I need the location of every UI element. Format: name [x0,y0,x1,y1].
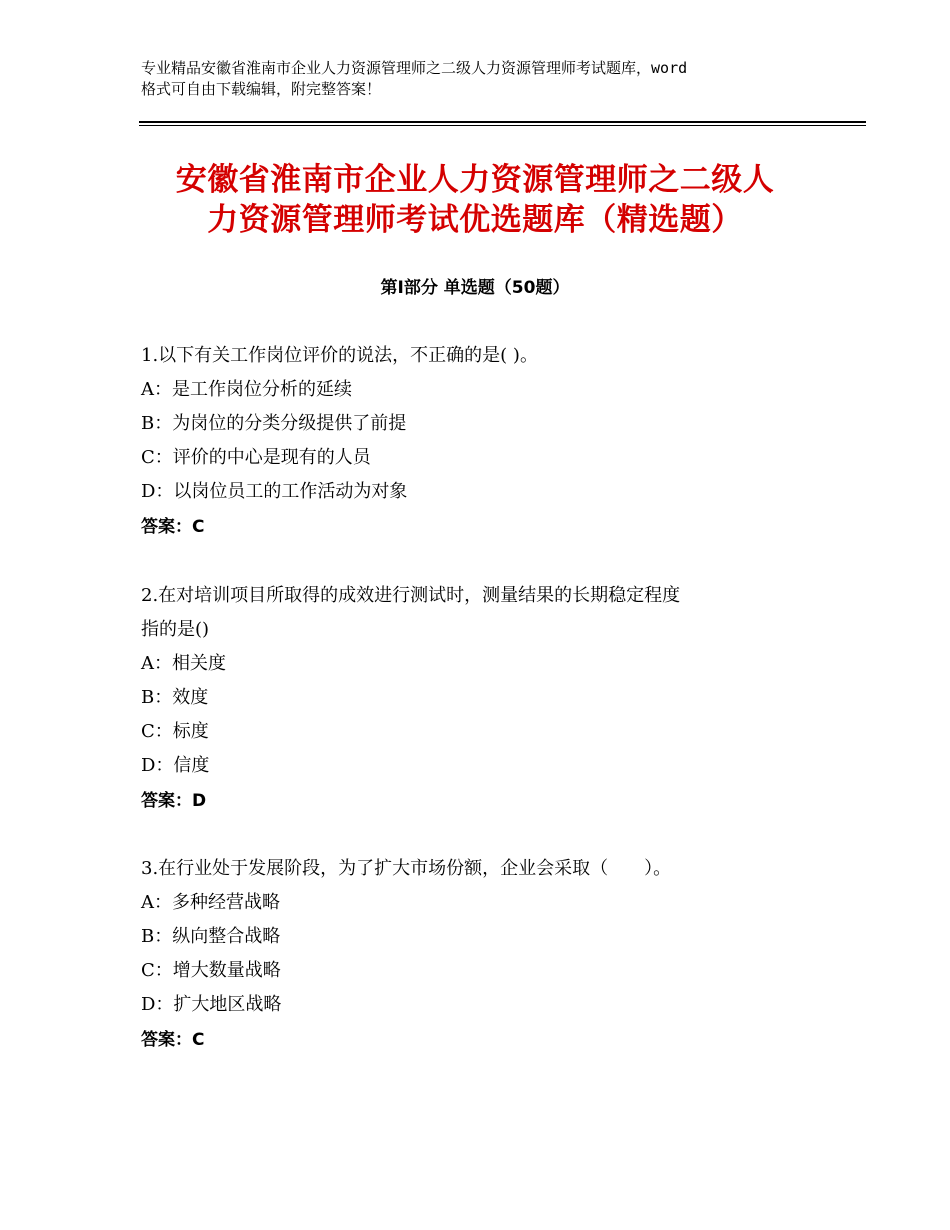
question-2-option-b: B：效度 [141,687,209,708]
header-divider-thin [139,125,866,126]
question-3-stem: 3.在行业处于发展阶段，为了扩大市场份额，企业会采取（ ）。 [141,858,672,879]
question-2-stem-continued: 指的是() [141,619,210,640]
question-3-option-b: B：纵向整合战略 [141,926,281,947]
header-note-line-2: 格式可自由下载编辑，附完整答案！ [141,80,382,98]
header-note [141,58,841,100]
question-2-option-d: D：信度 [141,755,210,776]
question-3-option-c: C：增大数量战略 [141,960,281,981]
question-1-stem: 1.以下有关工作岗位评价的说法，不正确的是( )。 [141,345,538,366]
question-3-answer: 答案：C [141,1030,205,1050]
document-title [100,160,850,240]
question-2-answer: 答案：D [141,791,207,811]
question-3-option-a: A：多种经营战略 [141,892,280,913]
question-1-option-c: C：评价的中心是现有的人员 [141,447,371,468]
question-1-option-a: A：是工作岗位分析的延续 [141,379,352,400]
question-2-option-a: A：相关度 [141,653,226,674]
question-1-answer: 答案：C [141,517,205,537]
header-divider-thick [139,121,866,123]
header-note-line-1: 专业精品安徽省淮南市企业人力资源管理师之二级人力资源管理师考试题库，word [141,59,688,77]
document-title-line-1: 安徽省淮南市企业人力资源管理师之二级人 [175,162,775,198]
question-1-option-d: D：以岗位员工的工作活动为对象 [141,481,408,502]
section-heading: 第Ⅰ部分 单选题（50题） [380,278,570,298]
question-1-option-b: B：为岗位的分类分级提供了前提 [141,413,407,434]
question-2-option-c: C：标度 [141,721,209,742]
question-2-stem: 2.在对培训项目所取得的成效进行测试时，测量结果的长期稳定程度 [141,585,681,606]
document-title-line-2: 力资源管理师考试优选题库（精选题） [207,202,743,238]
question-3-option-d: D：扩大地区战略 [141,994,282,1015]
